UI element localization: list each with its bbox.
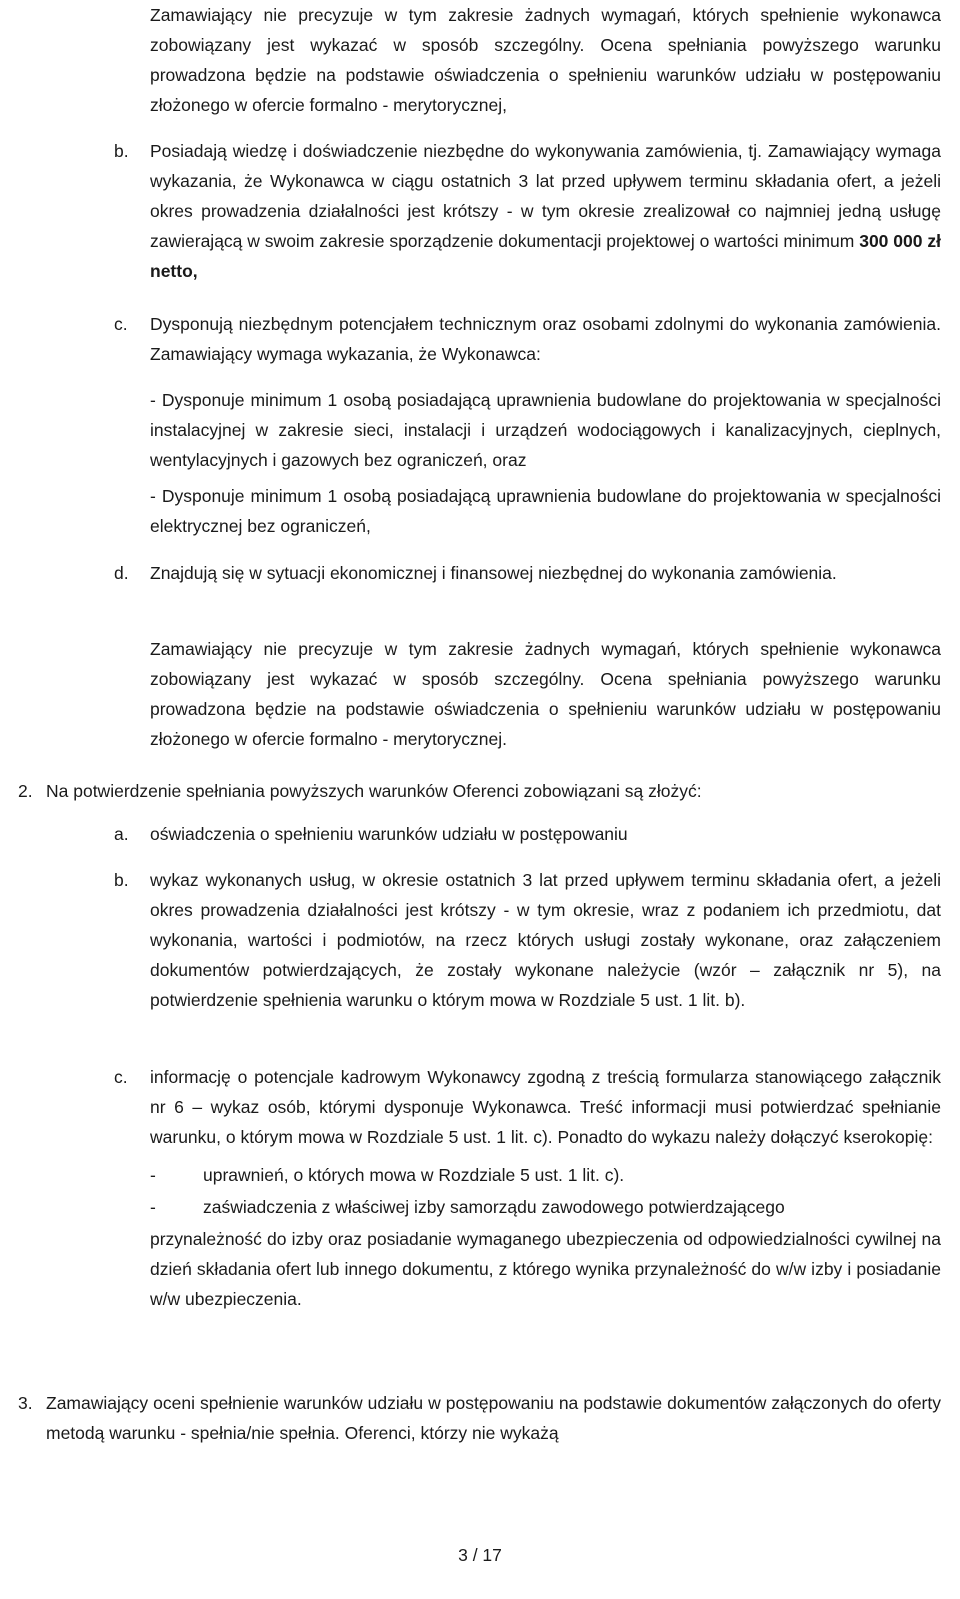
list-marker-c: c.: [114, 314, 128, 334]
list-marker-d: d.: [114, 563, 129, 583]
section-3-paragraph: Zamawiający oceni spełnienie warunków udziału w postępowaniu na podstawie dokumentów załączonych do oferty metodą warunku - spełnia/nie spełnia. Oferenci, którzy nie wykażą: [46, 1393, 941, 1443]
list-marker-b: b.: [114, 141, 129, 161]
condition-b-amount: 300 000 zł netto,: [150, 231, 941, 281]
section-3-marker: 3.: [18, 1393, 33, 1413]
dash-marker: -: [150, 1197, 156, 1217]
dash-marker: -: [150, 1165, 156, 1185]
list-marker-2c: c.: [114, 1067, 128, 1087]
section-2a-text: oświadczenia o spełnieniu warunków udziału w postępowaniu: [150, 824, 628, 844]
attachment-item-2-continuation: przynależność do izby oraz posiadanie wymaganego ubezpieczenia od odpowiedzialności cywilnej na dzień składania ofert lub innego dokumentu, z którego wynika przynależność do w/w izby i posiadanie w/w ubezpieczenia.: [150, 1229, 941, 1309]
list-marker-2b: b.: [114, 870, 129, 890]
condition-d-note: Zamawiający nie precyzuje w tym zakresie żadnych wymagań, których spełnienie wykonawca zobowiązany jest wykazać w sposób szczególny. Ocena spełniania powyższego warunku prowadzona będzie na podstawie oświadczenia o spełnieniu warunków udziału w postępowaniu złożonego w ofercie formalno - merytorycznej.: [150, 639, 941, 749]
section-2b-text: wykaz wykonanych usług, w okresie ostatnich 3 lat przed upływem terminu składania ofert, a jeżeli okres prowadzenia działalności jest krótszy - w tym okresie, wraz z podaniem ich przedmiotu, dat wykonania, wartości i podmiotów, na rzecz których usługi zostały wykonane, oraz załączeniem dokumentów potwierdzających, że zostały wykonane należycie (wzór – załącznik nr 5), na potwierdzenie spełnienia warunku o którym mowa w Rozdziale 5 ust. 1 lit. b).: [150, 870, 941, 1010]
section-2-heading: Na potwierdzenie spełniania powyższych warunków Oferenci zobowiązani są złożyć:: [46, 781, 702, 801]
condition-c-requirement-1: - Dysponuje minimum 1 osobą posiadającą uprawnienia budowlane do projektowania w specjalności instalacyjnej w zakresie sieci, instalacji i urządzeń wodociągowych i kanalizacyjnych, cieplnych, wentylacyjnych i gazowych bez ograniczeń, oraz: [150, 390, 941, 470]
condition-c-paragraph: Dysponują niezbędnym potencjałem technicznym oraz osobami zdolnymi do wykonania zamówienia. Zamawiający wymaga wykazania, że Wykonawca:: [150, 314, 941, 364]
list-marker-2a: a.: [114, 824, 129, 844]
intro-paragraph: Zamawiający nie precyzuje w tym zakresie żadnych wymagań, których spełnienie wykonawca zobowiązany jest wykazać w sposób szczególny. Ocena spełniania powyższego warunku prowadzona będzie na podstawie oświadczenia o spełnieniu warunków udziału w postępowaniu złożonego w ofercie formalno - merytorycznej,: [150, 5, 941, 115]
section-2-marker: 2.: [18, 781, 33, 801]
condition-b-paragraph: [150, 136, 941, 286]
condition-d-paragraph: Znajdują się w sytuacji ekonomicznej i finansowej niezbędnej do wykonania zamówienia.: [150, 563, 837, 583]
page-number: 3 / 17: [458, 1545, 502, 1565]
attachment-item-2: [150, 1192, 941, 1222]
attachment-item-1-text: uprawnień, o których mowa w Rozdziale 5 ust. 1 lit. c).: [203, 1165, 625, 1185]
condition-b-text: Posiadają wiedzę i doświadczenie niezbędne do wykonywania zamówienia, tj. Zamawiający wymaga wykazania, że Wykonawca w ciągu ostatnich 3 lat przed upływem terminu składania ofert, a jeżeli okres prowadzenia działalności jest krótszy - w tym okresie zrealizował co najmniej jedną usługę zawierającą w swoim zakresie sporządzenie dokumentacji projektowej o wartości minimum: [150, 141, 941, 251]
attachment-item-1: [150, 1160, 941, 1190]
condition-c-requirement-2: - Dysponuje minimum 1 osobą posiadającą uprawnienia budowlane do projektowania w specjalności elektrycznej bez ograniczeń,: [150, 486, 941, 536]
section-2c-text: informację o potencjale kadrowym Wykonawcy zgodną z treścią formularza stanowiącego załącznik nr 6 – wykaz osób, którymi dysponuje Wykonawca. Treść informacji musi potwierdzać spełnianie warunku, o którym mowa w Rozdziale 5 ust. 1 lit. c). Ponadto do wykazu należy dołączyć kserokopię:: [150, 1067, 941, 1147]
attachment-item-2-first-line: zaświadczenia z właściwej izby samorządu zawodowego potwierdzającego: [203, 1197, 785, 1217]
